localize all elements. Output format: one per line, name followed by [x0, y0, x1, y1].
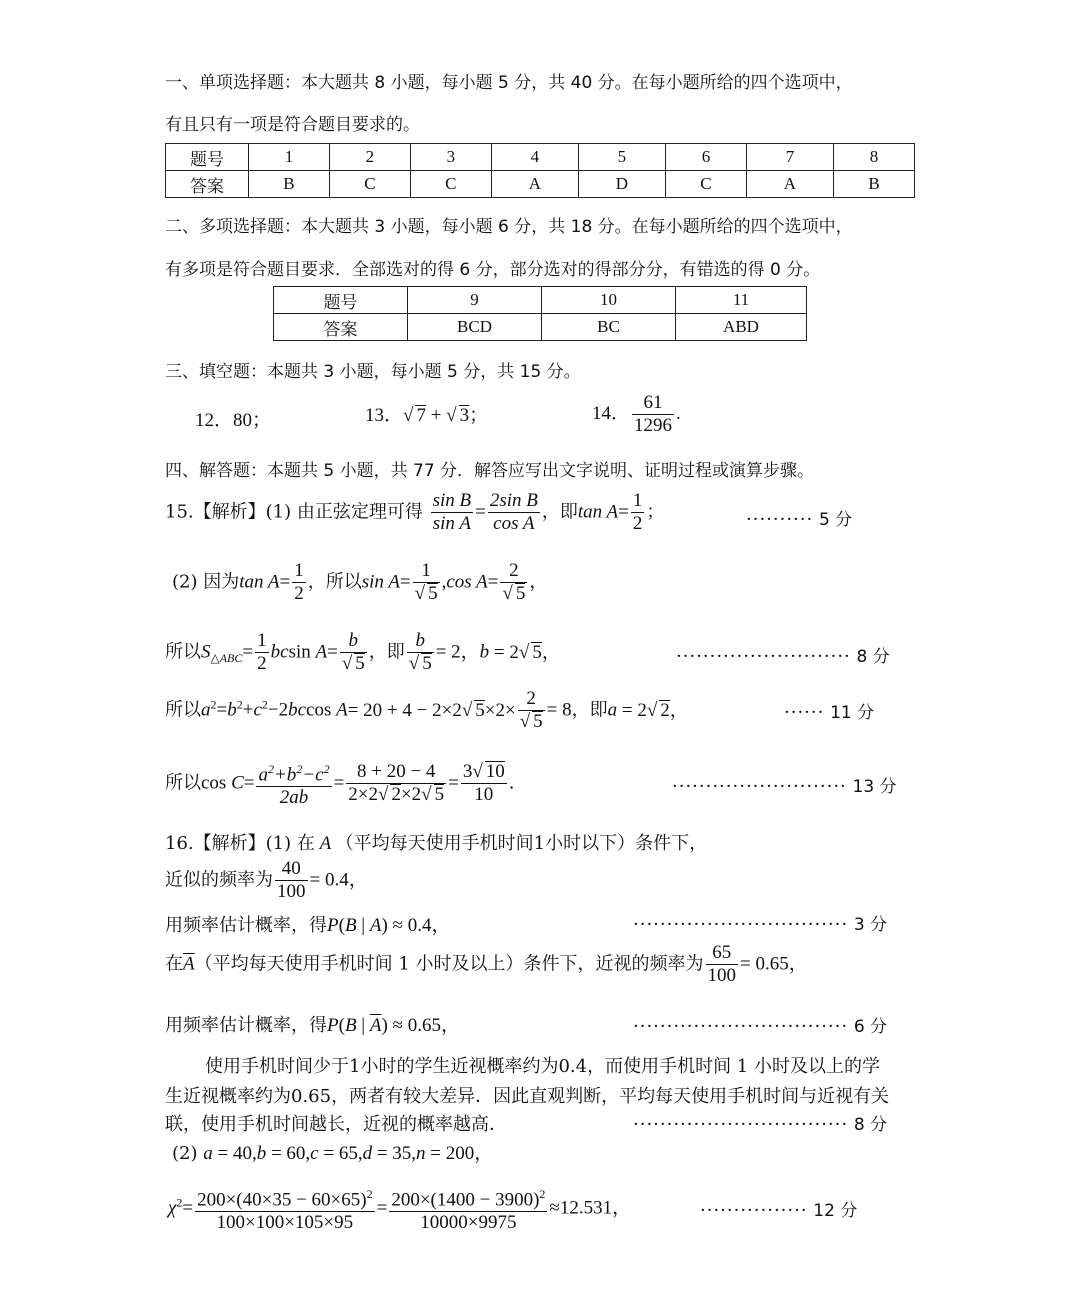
q16-head: 16.【解析】(1) 在 A （平均每天使用手机时间1小时以下）条件下，	[165, 833, 708, 854]
section4-heading: 四、解答题：本题共 5 小题，共 77 分．解答应写出文字说明、证明过程或演算步骤。	[165, 461, 815, 481]
question-number: 8	[833, 144, 914, 171]
answer-cell: C	[665, 171, 746, 198]
q15-part5: 所以cos C= $\frac{a^2+b^2-c^2}{2ab}$ = $\frac{8 + 20 - 4}{2\times 2√ 2\times 2√ 5}$ = $\frac{3√ 10}{10}$ .	[165, 758, 515, 809]
answer-cell: BC	[542, 314, 676, 341]
q16-score-4: ················ 12 分	[700, 1200, 858, 1221]
q16-para-line1: 使用手机时间少于1小时的学生近视概率约为0.4，而使用手机时间 1 小时及以上的学	[205, 1056, 880, 1077]
question-number: 10	[542, 287, 676, 314]
q15-score-2: ·························· 8 分	[676, 646, 890, 667]
table-answer-label: 答案	[166, 171, 249, 198]
answer-13: 13．√ 7 + √ 3；	[365, 405, 489, 426]
answer-cell: BCD	[408, 314, 542, 341]
table-header-label: 题号	[166, 144, 249, 171]
answer-cell: B	[833, 171, 914, 198]
q15-part3: 所以$S_{\triangle ABC}=$ $\frac{1}{2}$ bcsin A= $\frac{b}{√ 5}$ ，即 $\frac{b}{√ 5}$ = 2，b = 2√ 5，	[165, 630, 561, 674]
q16-estimate-line-2: 用频率估计概率，得P(B | $\overline{A}) \approx 0.65$，	[165, 1015, 460, 1036]
q16-frequency-line: 近似的频率为 $\frac{40}{100}$ = 0.4，	[165, 858, 368, 902]
section2-heading: 二、多项选择题：本大题共 3 小题，每小题 6 分，共 18 分。在每小题所给的四个选项中，	[165, 217, 853, 237]
q15-score-1: ·········· 5 分	[746, 509, 853, 530]
table-header-label: 题号	[274, 287, 408, 314]
answer-cell: ABD	[676, 314, 807, 341]
answer-table-single	[165, 143, 915, 198]
q16-complement-line: 在$\overline{A}$（平均每天使用手机时间 1 小时及以上）条件下，近视的频率为 $\frac{65}{100}$ = 0.65，	[165, 942, 808, 986]
q16-score-3: ································ 8 分	[633, 1114, 888, 1135]
answer-cell: B	[249, 171, 330, 198]
q15-score-4: ·························· 13 分	[672, 776, 897, 797]
q16-chi-square: $\chi^2=$ $\frac{200\times(40\times 35 - 60\times 65)^2}{100\times 100\times 105\times 95}$ = $\frac{200\times(1400 - 3900)^2}{10000\times 9975}$ ≈12.531，	[168, 1183, 631, 1234]
question-number: 6	[665, 144, 746, 171]
q15-part2: (2) 因为tan A= $\frac{1}{2}$ ，所以sin A= $\frac{1}{√ 5}$ ,cos A= $\frac{2}{√ 5}$ ，	[172, 560, 548, 604]
answer-table-multi	[273, 286, 807, 341]
question-number: 9	[408, 287, 542, 314]
table-answer-label: 答案	[274, 314, 408, 341]
question-number: 3	[410, 144, 491, 171]
q15-score-3: ······ 11 分	[784, 702, 875, 723]
q16-para-line3: 联，使用手机时间越长，近视的概率越高．	[165, 1114, 507, 1135]
question-number: 4	[491, 144, 578, 171]
answer-12: 12．80；	[195, 410, 272, 431]
question-number: 2	[329, 144, 410, 171]
answer-14: 14． $\frac{61}{1296}$ .	[592, 392, 681, 436]
answer-cell: A	[746, 171, 833, 198]
question-number: 5	[578, 144, 665, 171]
question-number: 11	[676, 287, 807, 314]
question-number: 7	[746, 144, 833, 171]
section3-heading: 三、填空题：本题共 3 小题，每小题 5 分，共 15 分。	[165, 362, 581, 382]
q15-part1: 15.【解析】(1) 由正弦定理可得 $\frac{\text{sin B}}{\text{sin A}}$ = $\frac{\text{2sin B}}{\text{cos A}}$ ，即tan A= $\frac{1}{2}$ ；	[165, 490, 665, 534]
answer-cell: D	[578, 171, 665, 198]
answer-cell: C	[329, 171, 410, 198]
section1-heading: 一、单项选择题：本大题共 8 小题，每小题 5 分，共 40 分。在每小题所给的四个选项中，	[165, 73, 853, 93]
section2-heading-cont: 有多项是符合题目要求．全部选对的得 6 分，部分选对的得部分分，有错选的得 0 分。	[165, 260, 821, 280]
q16-para-line2: 生近视概率约为0.65，两者有较大差异．因此直观判断，平均每天使用手机时间与近视有关	[165, 1086, 890, 1107]
answer-cell: C	[410, 171, 491, 198]
q16-part2-values: (2) a = 40,b = 60,c = 65,d = 35,n = 200，	[172, 1143, 494, 1164]
question-number: 1	[249, 144, 330, 171]
q16-score-1: ································ 3 分	[633, 914, 888, 935]
q16-estimate-line: 用频率估计概率，得P(B | A) ≈ 0.4，	[165, 915, 451, 936]
answer-cell: A	[491, 171, 578, 198]
q16-score-2: ································ 6 分	[633, 1016, 888, 1037]
q15-part4: 所以$a^2=b^2+c^2-2bccos$ A= 20 + 4 − 2×2√ 5×2× $\frac{2}{√ 5}$ = 8，即a = 2√ 2，	[165, 688, 689, 732]
section1-heading-cont: 有且只有一项是符合题目要求的。	[165, 115, 420, 135]
